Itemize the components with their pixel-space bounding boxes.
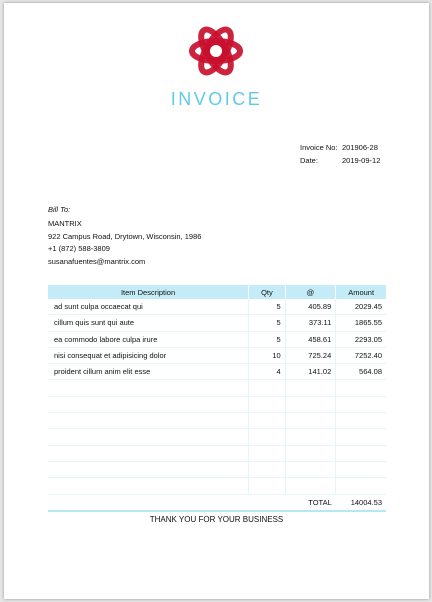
invoice-date-label: Date: — [300, 156, 318, 165]
empty-cell — [285, 445, 336, 461]
item-rate: 725.24 — [285, 347, 336, 363]
empty-cell — [336, 478, 386, 494]
table-row — [48, 315, 386, 331]
item-rate: 405.89 — [285, 299, 336, 315]
item-description: proident cillum anim elit esse — [48, 364, 249, 380]
item-description: nisi consequat et adipisicing dolor — [48, 347, 249, 363]
item-amount: 564.08 — [336, 364, 386, 380]
empty-cell — [249, 396, 286, 412]
item-qty: 5 — [249, 299, 286, 315]
empty-cell — [285, 429, 336, 445]
client-address: 922 Campus Road, Drytown, Wisconsin, 1986 — [48, 231, 202, 241]
empty-cell — [336, 445, 386, 461]
empty-row — [48, 413, 386, 429]
item-qty: 5 — [249, 331, 286, 347]
bill-to-label: Bill To: — [48, 205, 71, 214]
empty-cell — [249, 380, 286, 396]
empty-cell — [249, 429, 286, 445]
client-email: susanafuentes@mantrix.com — [48, 256, 146, 266]
item-description: ad sunt culpa occaecat qui — [48, 299, 249, 315]
item-qty: 10 — [249, 347, 286, 363]
empty-row — [48, 461, 386, 477]
item-description: cillum quis sunt qui aute — [48, 315, 249, 331]
invoice-date-row — [300, 154, 422, 167]
empty-cell — [336, 380, 386, 396]
table-row — [48, 364, 386, 380]
bill-to-block — [48, 204, 201, 268]
thank-you-note: THANK YOU FOR YOUR BUSINESS — [149, 515, 284, 524]
invoice-title: INVOICE — [170, 89, 263, 109]
header-description: Item Description — [48, 285, 249, 299]
empty-cell — [249, 413, 286, 429]
invoice-number-row — [300, 141, 422, 154]
table-row — [48, 299, 386, 315]
empty-cell — [249, 478, 286, 494]
invoice-date: 2019-09-12 — [342, 156, 381, 165]
header-rate: @ — [285, 285, 336, 299]
item-amount: 7252.40 — [336, 347, 386, 363]
empty-row — [48, 396, 386, 412]
empty-cell — [48, 396, 249, 412]
empty-cell — [249, 494, 286, 511]
header-qty: Qty — [249, 285, 286, 299]
table-header-row — [48, 285, 386, 299]
empty-cell — [249, 461, 286, 477]
client-name: MANTRIX — [48, 219, 82, 229]
empty-cell — [285, 413, 336, 429]
header-amount: Amount — [336, 285, 386, 299]
invoice-meta — [300, 141, 422, 167]
empty-cell — [48, 445, 249, 461]
empty-cell — [285, 461, 336, 477]
table-row — [48, 331, 386, 347]
table-row — [48, 347, 386, 363]
empty-cell — [336, 461, 386, 477]
item-qty: 4 — [249, 364, 286, 380]
invoice-number-label: Invoice No: — [300, 143, 338, 152]
empty-cell — [48, 380, 249, 396]
item-rate: 373.11 — [285, 315, 336, 331]
items-table — [48, 285, 386, 512]
client-phone: +1 (872) 588-3809 — [48, 244, 110, 254]
empty-cell — [48, 413, 249, 429]
empty-row — [48, 429, 386, 445]
empty-cell — [48, 461, 249, 477]
empty-cell — [285, 396, 336, 412]
total-label: TOTAL — [285, 494, 336, 511]
empty-cell — [336, 429, 386, 445]
empty-row — [48, 445, 386, 461]
item-amount: 2293.05 — [336, 331, 386, 347]
item-description: ea commodo labore culpa irure — [48, 331, 249, 347]
empty-cell — [285, 380, 336, 396]
empty-cell — [285, 478, 336, 494]
empty-cell — [249, 445, 286, 461]
empty-cell — [48, 494, 249, 511]
item-qty: 5 — [249, 315, 286, 331]
item-amount: 1865.55 — [336, 315, 386, 331]
empty-cell — [336, 396, 386, 412]
empty-cell — [336, 413, 386, 429]
empty-row — [48, 380, 386, 396]
empty-row — [48, 478, 386, 494]
empty-cell — [48, 429, 249, 445]
item-rate: 458.61 — [285, 331, 336, 347]
item-amount: 2029.45 — [336, 299, 386, 315]
total-amount: 14004.53 — [336, 494, 386, 511]
invoice-page — [4, 3, 429, 599]
item-rate: 141.02 — [285, 364, 336, 380]
atom-logo-icon — [188, 23, 244, 79]
empty-cell — [48, 478, 249, 494]
total-row — [48, 494, 386, 511]
invoice-number: 201906-28 — [342, 143, 378, 152]
